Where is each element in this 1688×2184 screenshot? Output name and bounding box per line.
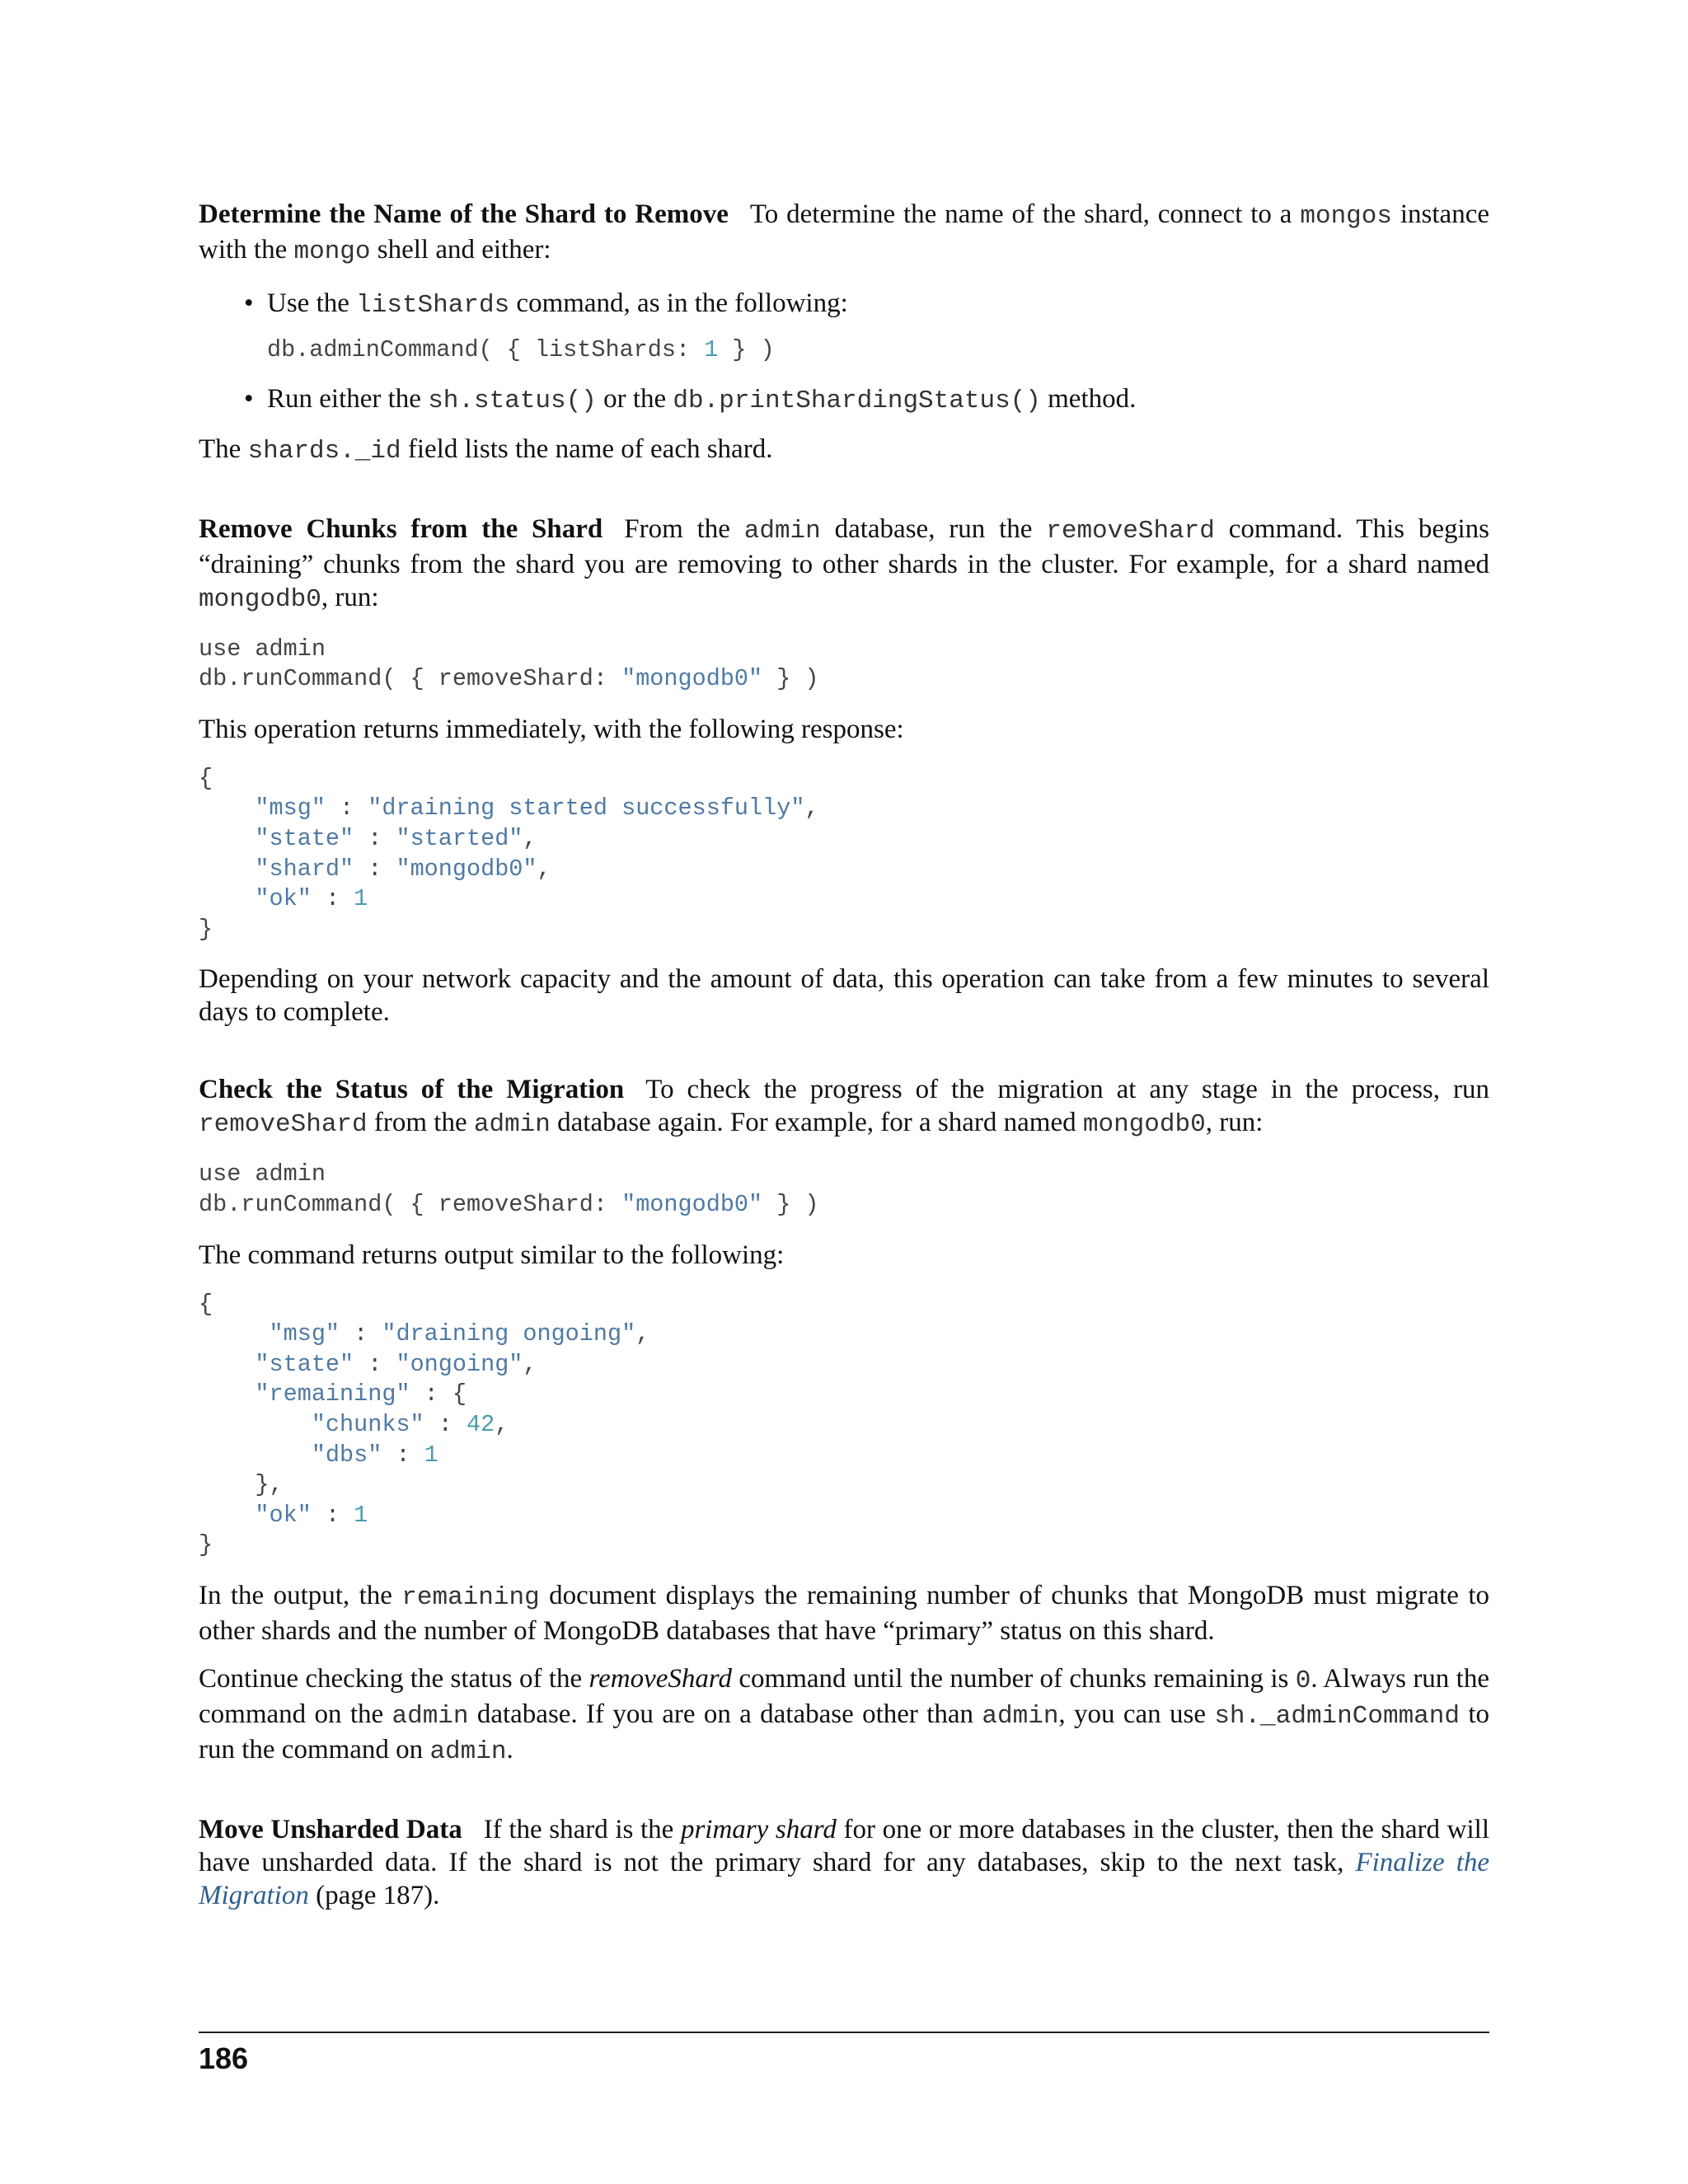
paragraph: This operation returns immediately, with the following response: bbox=[199, 714, 904, 744]
code-block: use admin db.runCommand( { removeShard: "mongodb0" } ) bbox=[199, 635, 819, 693]
section-move-unsharded: Move Unsharded Data If the shard is the primary shard for one or more databases in the cluster, then the shard will have unsharded data. If the shard is not the primary shard for any databases, skip to the next task, Finalize the Migration (page 187). bbox=[199, 1814, 1490, 1910]
paragraph: The shards._id field lists the name of each shard. bbox=[199, 434, 773, 466]
section-check-status: Check the Status of the Migration To check the progress of the migration at any stage in the process, run removeShard from the admin database again. For example, for a shard named mongodb0, run: bbox=[199, 1075, 1489, 1140]
code-block: db.adminCommand( { listShards: 1 } ) bbox=[267, 336, 775, 363]
paragraph: Continue checking the status of the removeShard command until the number of chunks remaining is 0. Always run the command on the admin database. If you are on a database other than admin, you can use sh._adminCommand to run the command on admin. bbox=[199, 1663, 1489, 1766]
list-item: • Run either the sh.status() or the db.printShardingStatus() method. bbox=[199, 382, 1489, 418]
section-heading: Check the Status of the Migration bbox=[199, 1075, 625, 1105]
section-heading: Remove Chunks from the Shard bbox=[199, 513, 603, 544]
page-content bbox=[199, 198, 1489, 1912]
footer-rule bbox=[199, 2032, 1489, 2033]
section-heading: Determine the Name of the Shard to Remove bbox=[199, 199, 729, 229]
paragraph: In the output, the remaining document displays the remaining number of chunks that MongoDB must migrate to other shards and the number of MongoDB databases that have “primary” status on this shard. bbox=[199, 1580, 1489, 1646]
section-determine-name: Determine the Name of the Shard to Remove To determine the name of the shard, connect to a mongos instance with the mongo shell and either: bbox=[199, 199, 1489, 266]
list-item: • Use the listShards command, as in the following: db.adminCommand( { listShards: 1 } ) bbox=[199, 287, 1489, 366]
finalize-migration-link[interactable]: Finalize the Migration bbox=[199, 1847, 1490, 1910]
paragraph: The command returns output similar to the following: bbox=[199, 1240, 785, 1270]
code-block: use admin db.runCommand( { removeShard: "mongodb0" } ) bbox=[199, 1160, 819, 1218]
section-remove-chunks: Remove Chunks from the Shard From the admin database, run the removeShard command. This begins “draining” chunks from the shard you are removing to other shards in the cluster. For example, for a shard named mongodb0, run: bbox=[199, 513, 1489, 614]
options-list bbox=[199, 287, 1489, 418]
page-number: 186 bbox=[199, 2041, 249, 2075]
section-heading: Move Unsharded Data bbox=[199, 1814, 462, 1844]
code-block: { "msg" : "draining ongoing", "state" : "ongoing", "remaining" : { "chunks" : 42, "dbs" : 1 }, "ok" : 1 } bbox=[199, 1290, 650, 1559]
paragraph: Depending on your network capacity and the amount of data, this operation can take from a few minutes to several days to complete. bbox=[199, 964, 1489, 1028]
code-block: { "msg" : "draining started successfully", "state" : "started", "shard" : "mongodb0", "ok" : 1 } bbox=[199, 764, 819, 943]
